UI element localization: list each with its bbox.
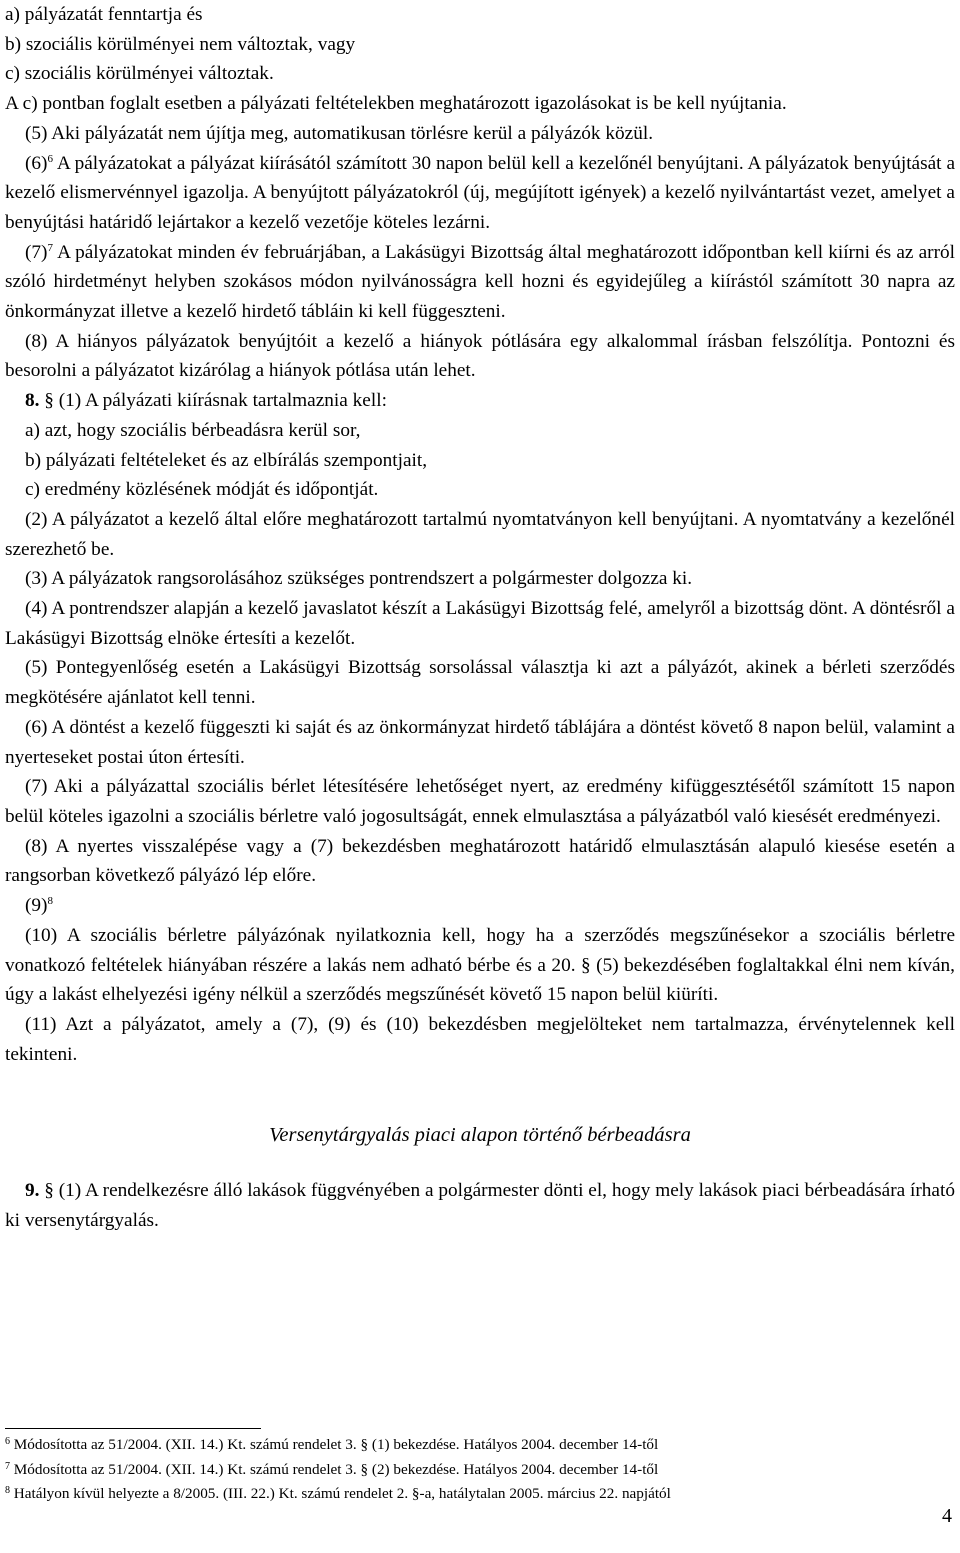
footnote-8 bbox=[5, 1482, 955, 1507]
section-9 bbox=[5, 1176, 955, 1235]
footnote-ref-6[interactable]: 6 bbox=[47, 152, 53, 165]
footnote-number: 8 bbox=[5, 1485, 10, 1496]
paragraph-6-label: (6) bbox=[25, 152, 48, 174]
section-8-number: 8. bbox=[25, 390, 40, 412]
paragraph-c-point: A c) pontban foglalt esetben a pályázati feltételekben meghatározott igazolásokat is be kell nyújtania. bbox=[5, 93, 787, 115]
paragraph-8: (8) A hiányos pályázatok benyújtóit a kezelő a hiányok pótlására egy alkalommal írásban felszólítja. Pontozni és besorolni a pályázatot kizárólag a hiányok pótlása után lehet. bbox=[5, 330, 955, 382]
section-9-text: § (1) A rendelkezésre álló lakások függvényében a polgármester dönti el, hogy mely lakások piaci bérbeadására írható ki versenytárgyalás. bbox=[5, 1180, 955, 1232]
section-8-para-11: (11) Azt a pályázatot, amely a (7), (9) és (10) bekezdésben megjelölteket nem tartalmazza, érvénytelennek kell tekinteni. bbox=[5, 1013, 955, 1065]
section-8-intro: § (1) A pályázati kiírásnak tartalmaznia kell: bbox=[39, 390, 387, 412]
section-8-para-5: (5) Pontegyenlőség esetén a Lakásügyi Bizottság sorsolással választja ki azt a pályázót, akinek a bérleti szerződés megkötésére ajánlatot kell tenni. bbox=[5, 657, 955, 709]
section-8-para-3: (3) A pályázatok rangsorolásához szükséges pontrendszert a polgármester dolgozza ki. bbox=[25, 568, 693, 590]
footnote-text: Módosította az 51/2004. (XII. 14.) Kt. számú rendelet 3. § (1) bekezdése. Hatályos 2004. december 14-től bbox=[10, 1436, 659, 1453]
page-number: 4 bbox=[942, 1505, 952, 1527]
section-8-para-9 bbox=[5, 891, 955, 921]
footnote-ref-7[interactable]: 7 bbox=[47, 241, 53, 254]
section-8-para-10: (10) A szociális bérletre pályázónak nyilatkoznia kell, hogy ha a szerződés megszűnésekor a szociális bérletre vonatkozó feltételek hiányában részére a lakás nem adható bérbe és a 20. § (5) bekezdésében foglaltakkal élni nem kíván, úgy a lakást elhelyezési igény nélkül a szerződés megszűnését követő 15 napon belül kiüríti. bbox=[5, 924, 955, 1006]
footnote-ref-8[interactable]: 8 bbox=[47, 895, 53, 908]
section-8-para-7: (7) Aki a pályázattal szociális bérlet létesítésére lehetőséget nyert, az eredmény kifüggesztésétől számított 15 napon belül köteles igazolni a szociális bérletre való jogosultságát, ennek elmulasztása a pályázatból való kiesését eredményezi. bbox=[5, 776, 955, 827]
paragraph-5: (5) Aki pályázatát nem újítja meg, automatikusan törlésre kerül a pályázók közül. bbox=[25, 122, 654, 144]
paragraph-7-label: (7) bbox=[25, 241, 48, 263]
section-8-item-c: c) eredmény közlésének módját és időpontját. bbox=[25, 479, 379, 501]
list-item-c: c) szociális körülményei változtak. bbox=[5, 63, 274, 85]
list-item-b: b) szociális körülményei nem változtak, vagy bbox=[5, 33, 356, 55]
list-item-a: a) pályázatát fenntartja és bbox=[5, 4, 203, 25]
paragraph-7-text: A pályázatokat minden év februárjában, a Lakásügyi Bizottság által meghatározott időpontban kell kiírni és az arról szóló hirdetményt helyben szokásos módon nyilvánosságra kell hozni és egyidejűleg a kiírástól számított 30 napra az önkormányzat illetve a kezelő hirdető tábláin ki kell függeszteni. bbox=[5, 241, 955, 323]
footnote-text: Módosította az 51/2004. (XII. 14.) Kt. számú rendelet 3. § (2) bekezdése. Hatályos 2004. december 14-től bbox=[10, 1460, 659, 1478]
section-8-item-a: a) azt, hogy szociális bérbeadásra kerül sor, bbox=[25, 419, 361, 441]
footnote-number: 7 bbox=[5, 1460, 10, 1472]
footnote-6 bbox=[5, 1433, 955, 1458]
footnotes bbox=[5, 1433, 955, 1507]
section-8-para-6: (6) A döntést a kezelő függeszti ki saját és az önkormányzat hirdető táblájára a döntést követő 8 napon belül, valamint a nyerteseket postai úton értesíti. bbox=[5, 716, 955, 768]
footnote-divider bbox=[5, 1428, 261, 1429]
document-body bbox=[5, 0, 955, 1236]
section-8-para-4: (4) A pontrendszer alapján a kezelő javaslatot készít a Lakásügyi Bizottság felé, amelyről a bizottság dönt. A döntésről a Lakásügyi Bizottság elnöke értesíti a kezelőt. bbox=[5, 598, 955, 649]
section-9-number: 9. bbox=[25, 1180, 40, 1202]
section-heading: Versenytárgyalás piaci alapon történő bérbeadásra bbox=[269, 1124, 691, 1147]
section-8-para-9-label: (9) bbox=[25, 895, 48, 917]
footnote-number: 6 bbox=[5, 1436, 10, 1447]
section-8-heading bbox=[5, 386, 955, 416]
section-8-para-8: (8) A nyertes visszalépése vagy a (7) bekezdésben meghatározott határidő elmulasztásán alapuló kiesése esetén a rangsorban következő pályázó lép előre. bbox=[5, 835, 955, 887]
paragraph-6 bbox=[5, 149, 955, 238]
paragraph-7 bbox=[5, 238, 955, 327]
paragraph-6-text: A pályázatokat a pályázat kiírásától számított 30 napon belül kell a kezelőnél benyújtani. A pályázatok benyújtását a kezelő elismervénnyel igazolja. A benyújtott pályázatokról (új, megújított igények) a kezelő nyilvántartást vezet, amelyet a benyújtási határidő lejártakor a kezelő vezetője köteles lezárni. bbox=[5, 152, 955, 233]
footnote-7 bbox=[5, 1458, 955, 1483]
footnote-text: Hatályon kívül helyezte a 8/2005. (III. 22.) Kt. számú rendelet 2. §-a, hatálytalan 2005. március 22. napjától bbox=[10, 1485, 671, 1502]
section-8-item-b: b) pályázati feltételeket és az elbírálás szempontjait, bbox=[25, 449, 428, 471]
section-8-para-2: (2) A pályázatot a kezelő által előre meghatározott tartalmú nyomtatványon kell benyújtani. A nyomtatvány a kezelőnél szerezhető be. bbox=[5, 508, 955, 560]
